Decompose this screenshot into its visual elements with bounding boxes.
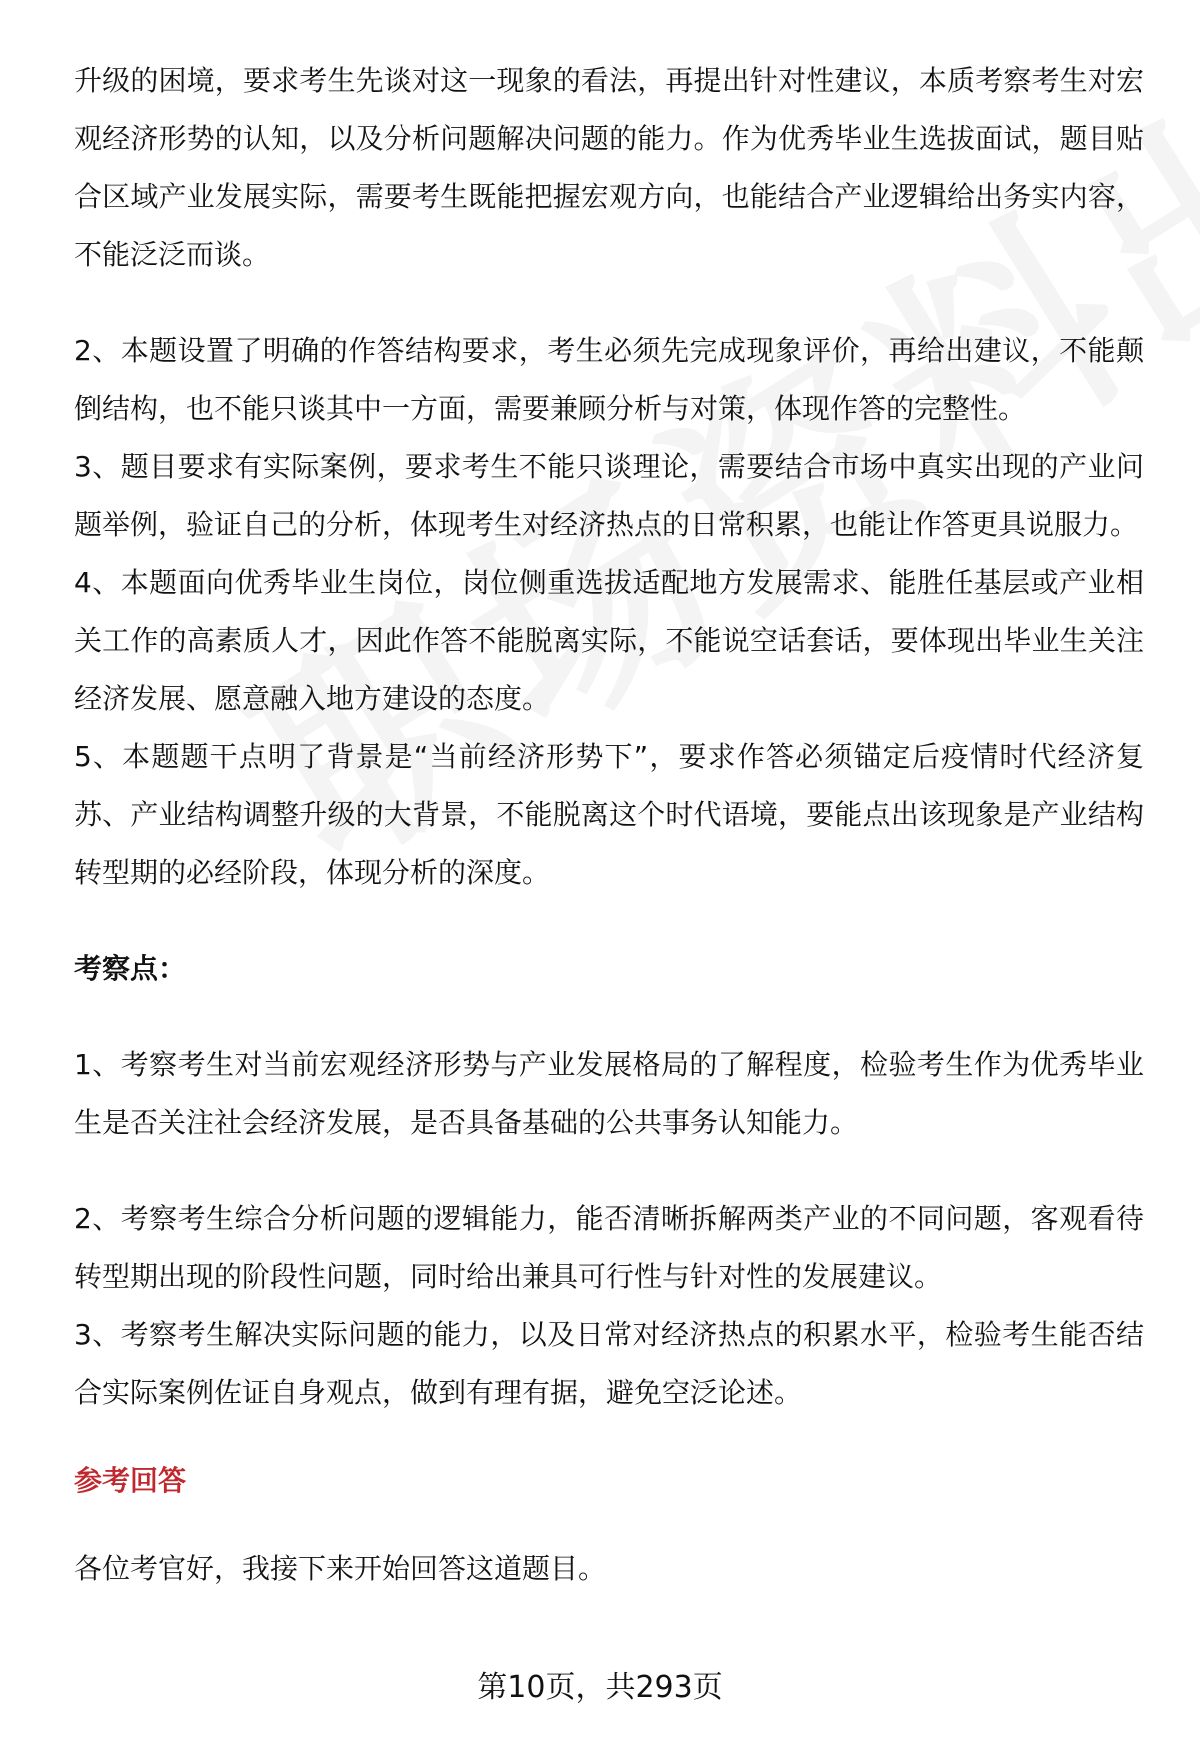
paragraph-intro: 升级的困境，要求考生先谈对这一现象的看法，再提出针对性建议，本质考察考生对宏观经济形势的认知，以及分析问题解决问题的能力。作为优秀毕业生选拔面试，题目贴合区域产业发展实际，需要考生既能把握宏观方向，也能结合产业逻辑给出务实内容，不能泛泛而谈。 [74, 64, 1144, 271]
paragraph-point-2: 2、本题设置了明确的作答结构要求，考生必须先完成现象评价，再给出建议，不能颠倒结构，也不能只谈其中一方面，需要兼顾分析与对策，体现作答的完整性。 [74, 334, 1144, 425]
examine-point-2: 2、考察考生综合分析问题的逻辑能力，能否清晰拆解两类产业的不同问题，客观看待转型期出现的阶段性问题，同时给出兼具可行性与针对性的发展建议。 [74, 1202, 1144, 1293]
paragraph-point-5: 5、本题题干点明了背景是“当前经济形势下”，要求作答必须锚定后疫情时代经济复苏、产业结构调整升级的大背景，不能脱离这个时代语境，要能点出该现象是产业结构转型期的必经阶段，体现分析的深度。 [74, 740, 1144, 889]
heading-reference-answer: 参考回答 [74, 1464, 187, 1497]
examine-point-3: 3、考察考生解决实际问题的能力，以及日常对经济热点的积累水平，检验考生能否结合实际案例佐证自身观点，做到有理有据，避免空泛论述。 [74, 1318, 1144, 1409]
paragraph-point-4: 4、本题面向优秀毕业生岗位，岗位侧重选拔适配地方发展需求、能胜任基层或产业相关工作的高素质人才，因此作答不能脱离实际，不能说空话套话，要体现出毕业生关注经济发展、愿意融入地方建设的态度。 [74, 566, 1144, 715]
examine-point-1: 1、考察考生对当前宏观经济形势与产业发展格局的了解程度，检验考生作为优秀毕业生是否关注社会经济发展，是否具备基础的公共事务认知能力。 [74, 1048, 1144, 1139]
heading-examine-points: 考察点： [74, 952, 187, 985]
answer-opening: 各位考官好，我接下来开始回答这道题目。 [74, 1552, 607, 1585]
paragraph-point-3: 3、题目要求有实际案例，要求考生不能只谈理论，需要结合市场中真实出现的产业问题举例，验证自己的分析，体现考生对经济热点的日常积累，也能让作答更具说服力。 [74, 450, 1144, 541]
page-footer: 第10页，共293页 [477, 1670, 723, 1705]
document-page [74, 52, 1144, 1598]
